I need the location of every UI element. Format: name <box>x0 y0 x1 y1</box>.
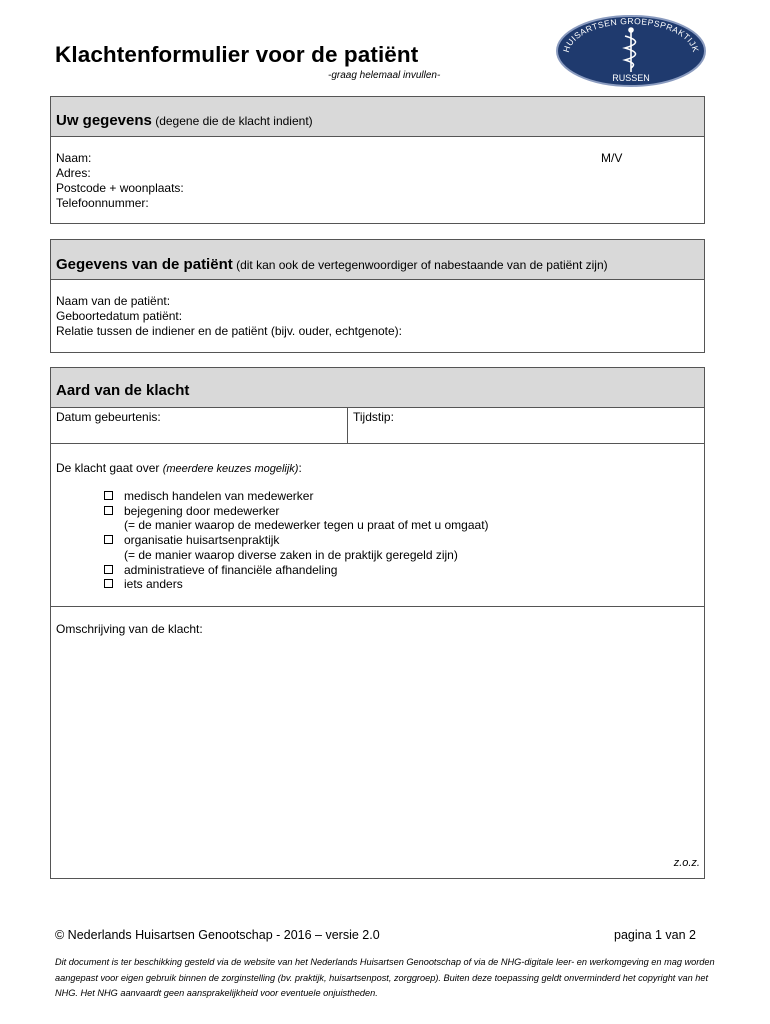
option-administrative[interactable]: administratieve of financiële afhandeling <box>103 563 489 578</box>
option-medical[interactable]: medisch handelen van medewerker <box>103 489 489 504</box>
page-title: Klachtenformulier voor de patiënt <box>55 42 419 67</box>
section-heading: Gegevens van de patiënt <box>56 256 233 273</box>
logo-text-top: HUISARTSEN GROEPSPRAKTIJK <box>561 15 701 54</box>
section-heading: Aard van de klacht <box>56 382 190 399</box>
checkbox-icon[interactable] <box>104 579 113 588</box>
field-address[interactable]: Adres: <box>56 166 91 180</box>
field-event-time[interactable]: Tijdstip: <box>353 410 394 424</box>
field-relation[interactable]: Relatie tussen de indiener en de patiënt (bijv. ouder, echtgenote): <box>56 324 403 338</box>
section-header <box>51 368 704 408</box>
field-patient-name[interactable]: Naam van de patiënt: <box>56 294 171 308</box>
field-name[interactable]: Naam: <box>56 151 92 165</box>
option-treatment[interactable]: bejegening door medewerker <box>103 504 489 519</box>
field-postcode-city[interactable]: Postcode + woonplaats: <box>56 181 184 195</box>
disclaimer: Dit document is ter beschikking gesteld via de website van het Nederlands Huisartsen Genootschap of via de NHG-digitale leer- en werkomgeving en mag worden aangepast voor eigen gebruik binnen de zorginstelling (bv. praktijk, huisartsenpost, zorggroep). Buiten deze toepassing geldt onverminderd het copyright van het NHG. Het NHG aanvaardt geen aansprakelijkheid voor eventuele onjuistheden. <box>55 957 715 998</box>
field-event-date[interactable]: Datum gebeurtenis: <box>56 410 161 424</box>
field-gender[interactable]: M/V <box>601 151 623 165</box>
option-organisation-note: (= de manier waarop diverse zaken in de praktijk geregeld zijn) <box>124 547 458 562</box>
field-description[interactable]: Omschrijving van de klacht: <box>56 622 203 636</box>
practice-logo <box>555 14 707 88</box>
section-patient-details <box>50 239 705 353</box>
section-complaint-type <box>50 367 705 879</box>
complaint-intro: De klacht gaat over (meerdere keuzes mogelijk): <box>56 461 302 475</box>
logo-text-bottom: RUSSEN <box>612 73 650 83</box>
option-other[interactable]: iets anders <box>103 577 489 592</box>
checkbox-icon[interactable] <box>104 535 113 544</box>
option-organisation[interactable]: organisatie huisartsenpraktijk <box>103 533 489 548</box>
section-your-details <box>50 96 705 224</box>
complaint-options <box>103 489 489 592</box>
cell-divider <box>347 408 348 443</box>
checkbox-icon[interactable] <box>104 506 113 515</box>
page-subtitle: -graag helemaal invullen- <box>328 70 441 81</box>
turn-over-note: z.o.z. <box>673 857 700 869</box>
section-subheading: (degene die de klacht indient) <box>151 114 313 128</box>
section-subheading: (dit kan ook de vertegenwoordiger of nabestaande van de patiënt zijn) <box>232 258 608 272</box>
option-treatment-note: (= de manier waarop de medewerker tegen u praat of met u omgaat) <box>124 518 489 533</box>
section-header <box>51 240 704 280</box>
section-header <box>51 97 704 137</box>
copyright: © Nederlands Huisartsen Genootschap - 2016 – versie 2.0 <box>55 928 380 942</box>
section-heading: Uw gegevens <box>56 112 152 129</box>
page-number: pagina 1 van 2 <box>614 928 697 942</box>
field-patient-birthdate[interactable]: Geboortedatum patiënt: <box>56 309 183 323</box>
checkbox-icon[interactable] <box>104 565 113 574</box>
field-phone[interactable]: Telefoonnummer: <box>56 196 149 210</box>
checkbox-icon[interactable] <box>104 491 113 500</box>
